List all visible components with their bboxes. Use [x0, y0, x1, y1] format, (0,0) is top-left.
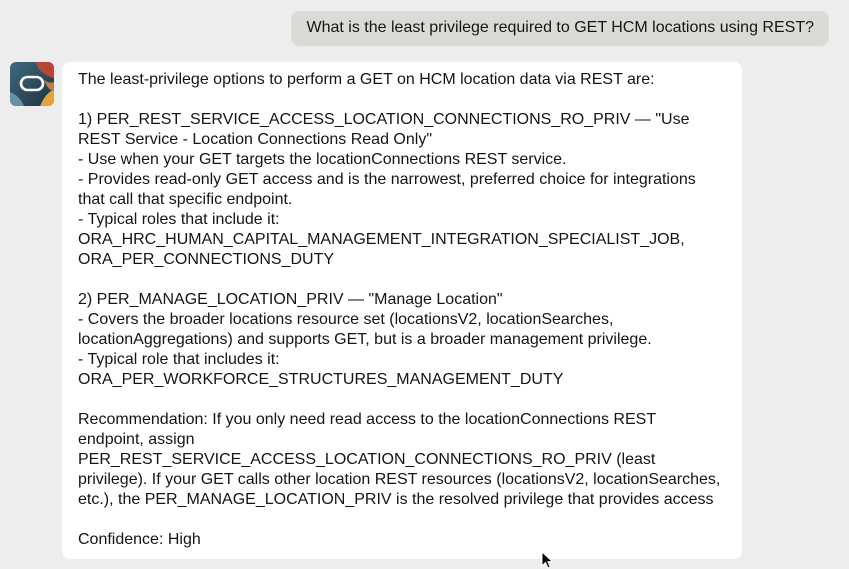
option-1-role: ORA_PER_CONNECTIONS_DUTY: [78, 251, 335, 268]
oracle-assistant-avatar-icon: [10, 62, 54, 106]
answer-intro: The least-privilege options to perform a GET on HCM location data via REST are:: [78, 71, 655, 88]
recommendation-text: Recommendation: If you only need read access to the locationConnections REST endpoint, assign PER_REST_SERVICE_ACCESS_LOCATION_CONNECTIONS_RO_PRIV (least privilege). If your GET calls other location REST resources (locationsV2, locationSearches, etc.), the PER_MANAGE_LOCATION_PRIV is the resolved privilege that provides access: [78, 411, 725, 508]
confidence-text: Confidence: High: [78, 531, 201, 548]
option-1-title: 1) PER_REST_SERVICE_ACCESS_LOCATION_CONNECTIONS_RO_PRIV — "Use REST Service - Location Connections Read Only": [78, 111, 694, 148]
assistant-message-row: [10, 62, 742, 559]
option-2-bullet: - Covers the broader locations resource set (locationsV2, locationSearches, locationAggregations) and supports GET, but is a broader management privilege.: [78, 311, 652, 348]
option-1-role: ORA_HRC_HUMAN_CAPITAL_MANAGEMENT_INTEGRATION_SPECIALIST_JOB,: [78, 231, 685, 248]
user-message-bubble: What is the least privilege required to GET HCM locations using REST?: [291, 11, 829, 46]
user-message-row: [291, 11, 829, 46]
assistant-message-bubble: [62, 62, 742, 559]
option-2-bullet: - Typical role that includes it:: [78, 351, 280, 368]
option-2-title: 2) PER_MANAGE_LOCATION_PRIV — "Manage Location": [78, 291, 503, 308]
option-2-role: ORA_PER_WORKFORCE_STRUCTURES_MANAGEMENT_DUTY: [78, 371, 564, 388]
option-1-bullet: - Typical roles that include it:: [78, 211, 280, 228]
option-1-bullet: - Use when your GET targets the locationConnections REST service.: [78, 151, 567, 168]
mouse-pointer-icon: [541, 551, 555, 569]
option-1-bullet: - Provides read-only GET access and is the narrowest, preferred choice for integrations that call that specific endpoint.: [78, 171, 701, 208]
